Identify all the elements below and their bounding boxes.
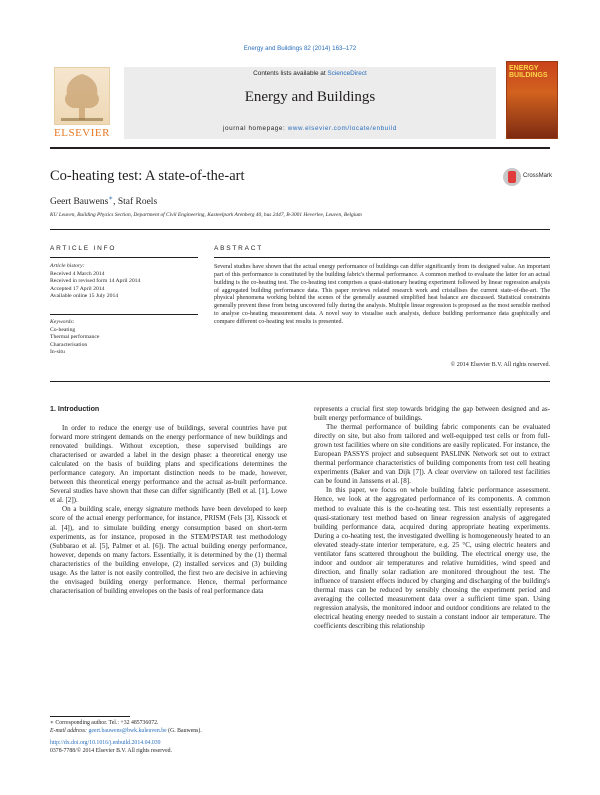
article-history: [50, 263, 198, 301]
title-divider: [50, 229, 550, 230]
history-item: Received 4 March 2014: [50, 270, 105, 277]
abstract-copyright: © 2014 Elsevier B.V. All rights reserved.: [450, 362, 550, 368]
keyword: In-situ: [50, 349, 65, 356]
section-heading-introduction: 1. Introduction: [50, 405, 100, 413]
keywords: [50, 319, 198, 357]
history-item: Received in revised form 14 April 2014: [50, 278, 141, 285]
email-label: E-mail address:: [50, 727, 87, 734]
keyword: Co-heating: [50, 326, 76, 333]
author-secondary[interactable]: , Staf Roels: [113, 197, 158, 208]
homepage-prefix: journal homepage:: [223, 125, 286, 132]
abstract-text: Several studies have shown that the actual energy performance of buildings can differ significantly from its designed value. An important part of this performance is constituted by the building fabric's thermal performance. A common method to evaluate the latter for an actual building is the co-heating test. The co-heating test comprises a quasi-stationary heating experiment followed by linear regression analysis of aggregated building performance data. This paper reviews related research work and cristallises the current state-of-the-art. The physical phenomena working behind the scenes of the generally assumed simplified heat balance are discussed. Statistical constraints generally prevent these from being uncovered fully during the analysis. Multiple linear regression is proposed as the most sensible method to analyse co-heating measurement data. A novel way to visualise such analysis, deduce building performance data graphically and compare different co-heating test results is presented.: [214, 264, 550, 325]
footnote: [50, 720, 310, 735]
paper-title: Co-heating test: A state-of-the-art: [50, 168, 245, 184]
body-paragraph: On a building scale, energy signature methods have been developed to keep score of the actual energy performance, for instance, PRISM (Fels [3], Kissock et al. [4]), and to simulate building energy consumption based on short-term experiments, as for instance, proposed in the STEM/PSTAR test methodology (Subbarao et al. [5], Palmer et al. [6]). The actual building energy performance, however, depends on many factors. Essentially, it is determined by the (1) thermal characteristics of the building envelope, (2) installed services and (3) building usage. As the latter is not easily controlled, the first two are decisive in achieving the envisaged building energy performance. Hence, thermal performance characterisation of building envelopes on the basis of real performance data: [50, 505, 287, 595]
journal-reference[interactable]: Energy and Buildings 82 (2014) 163–172: [243, 45, 357, 52]
crossmark-icon: [503, 168, 521, 186]
crossmark-label: CrossMark: [523, 173, 553, 179]
footnote-rule: [50, 716, 130, 717]
doi-link[interactable]: http://dx.doi.org/10.1016/j.enbuild.2014.04.039: [50, 740, 161, 746]
homepage-url-link[interactable]: www.elsevier.com/locate/enbuild: [287, 125, 397, 132]
history-heading: Article history:: [50, 263, 85, 269]
keyword: Thermal performance: [50, 334, 100, 341]
body-column-left: [50, 424, 287, 596]
body-paragraph: represents a crucial first step towards bridging the gap between designed and as-built energy performance of buildings.: [314, 405, 550, 423]
affiliation: KU Leuven, Building Physics Section, Department of Civil Engineering, Kasteelpark Arenberg 40, bus 2447, B-3001 Heverlee, Leuven, Belgium: [50, 212, 362, 218]
body-paragraph: In order to reduce the energy use of buildings, several countries have put forward more stringent demands on the energy performance of new buildings and renovated buildings. Without exception, these supervised buildings are characterised or awarded a label in the design phase: a theoretical energy use calculated on the basis of building plans and specifications determines the performance category. An important distinction needs to be made, however, between this theoretical energy performance and the actual as-built performance. Several studies have shown that these can differ significantly (Bell et al. [1], Lowe et al. [2]).: [50, 424, 287, 505]
elsevier-logo: [50, 67, 114, 140]
elsevier-tree-icon: [54, 67, 110, 125]
publisher-logo-text: ELSEVIER: [54, 127, 110, 139]
corresponding-author-mark[interactable]: ∗: [108, 194, 114, 202]
article-info-heading: ARTICLE INFO: [50, 245, 117, 252]
abstract-rule: [214, 257, 550, 258]
journal-homepage: [124, 125, 496, 132]
email-suffix: (G. Bauwens).: [168, 727, 202, 734]
article-info-rule-2: [50, 314, 198, 315]
issn-line: 0378-7788/© 2014 Elsevier B.V. All rights reserved.: [50, 748, 172, 754]
body-paragraph: In this paper, we focus on whole building fabric performance assessment. Hence, we look at the aggregated performance of its components. A common method to evaluate this is the co-heating test. This test essentially represents a quasi-stationary test method based on linear regression analysis of aggregated building performance data, acquired during appropriate heating experiments. During a co-heating test, the investigated dwelling is homogeneously heated to an elevated steady-state interior temperature, e.g. 25 °C, using electric heaters and ventilator fans scattered throughout the building. The electrical energy use, the indoor and outdoor air temperatures and relative humidities, wind speed and direction, and finally solar radiation are monitored throughout the test. The influence of transient effects induced by charging and discharging of the building's thermal mass can be reduced by sensibly choosing the experiment period and averaging the collected measurement data over a sufficient time span. Using regression analysis, the monitored indoor and outdoor conditions are related to the electrical heating energy needed to sustain a constant indoor air temperature. The coefficients describing this relationship: [314, 486, 550, 631]
contents-line: [124, 70, 496, 77]
keywords-heading: Keywords:: [50, 319, 75, 325]
header-divider: [50, 147, 550, 149]
keyword: Characterisation: [50, 341, 88, 348]
email-link[interactable]: geert.bauwens@bwk.kuleuven.be: [88, 727, 167, 734]
body-column-right: [314, 405, 550, 631]
footnote-text: Corresponding author. Tel.: +32 485736072.: [55, 720, 159, 726]
contents-prefix: Contents lists available at: [253, 70, 326, 77]
crossmark-button[interactable]: [503, 168, 557, 188]
journal-title: Energy and Buildings: [244, 89, 376, 105]
author-primary[interactable]: Geert Bauwens: [50, 197, 109, 208]
authors: [50, 194, 157, 207]
journal-cover-title: ENERGY BUILDINGS: [509, 65, 548, 79]
abstract-heading: ABSTRACT: [214, 245, 264, 252]
history-item: Accepted 17 April 2014: [50, 285, 105, 292]
sciencedirect-link[interactable]: ScienceDirect: [327, 70, 367, 77]
body-paragraph: The thermal performance of building fabric components can be evaluated directly on site, but also from tailored and well-equipped test cells or from full-grown test facilities where on site conditions are easily replicated. For instance, the European PASSYS project and subsequent PASLINK Network set out to extract thermal performance characteristics of building components from test cell heating experiments (Baker and van Dijk [7]). A clear overview on tailored test facilities can be found in Janssens et al. [8].: [314, 423, 550, 486]
article-info-rule: [50, 257, 198, 258]
history-item: Available online 15 July 2014: [50, 293, 119, 300]
abstract-divider: [50, 381, 550, 382]
footnote-mark: ∗: [50, 720, 54, 726]
